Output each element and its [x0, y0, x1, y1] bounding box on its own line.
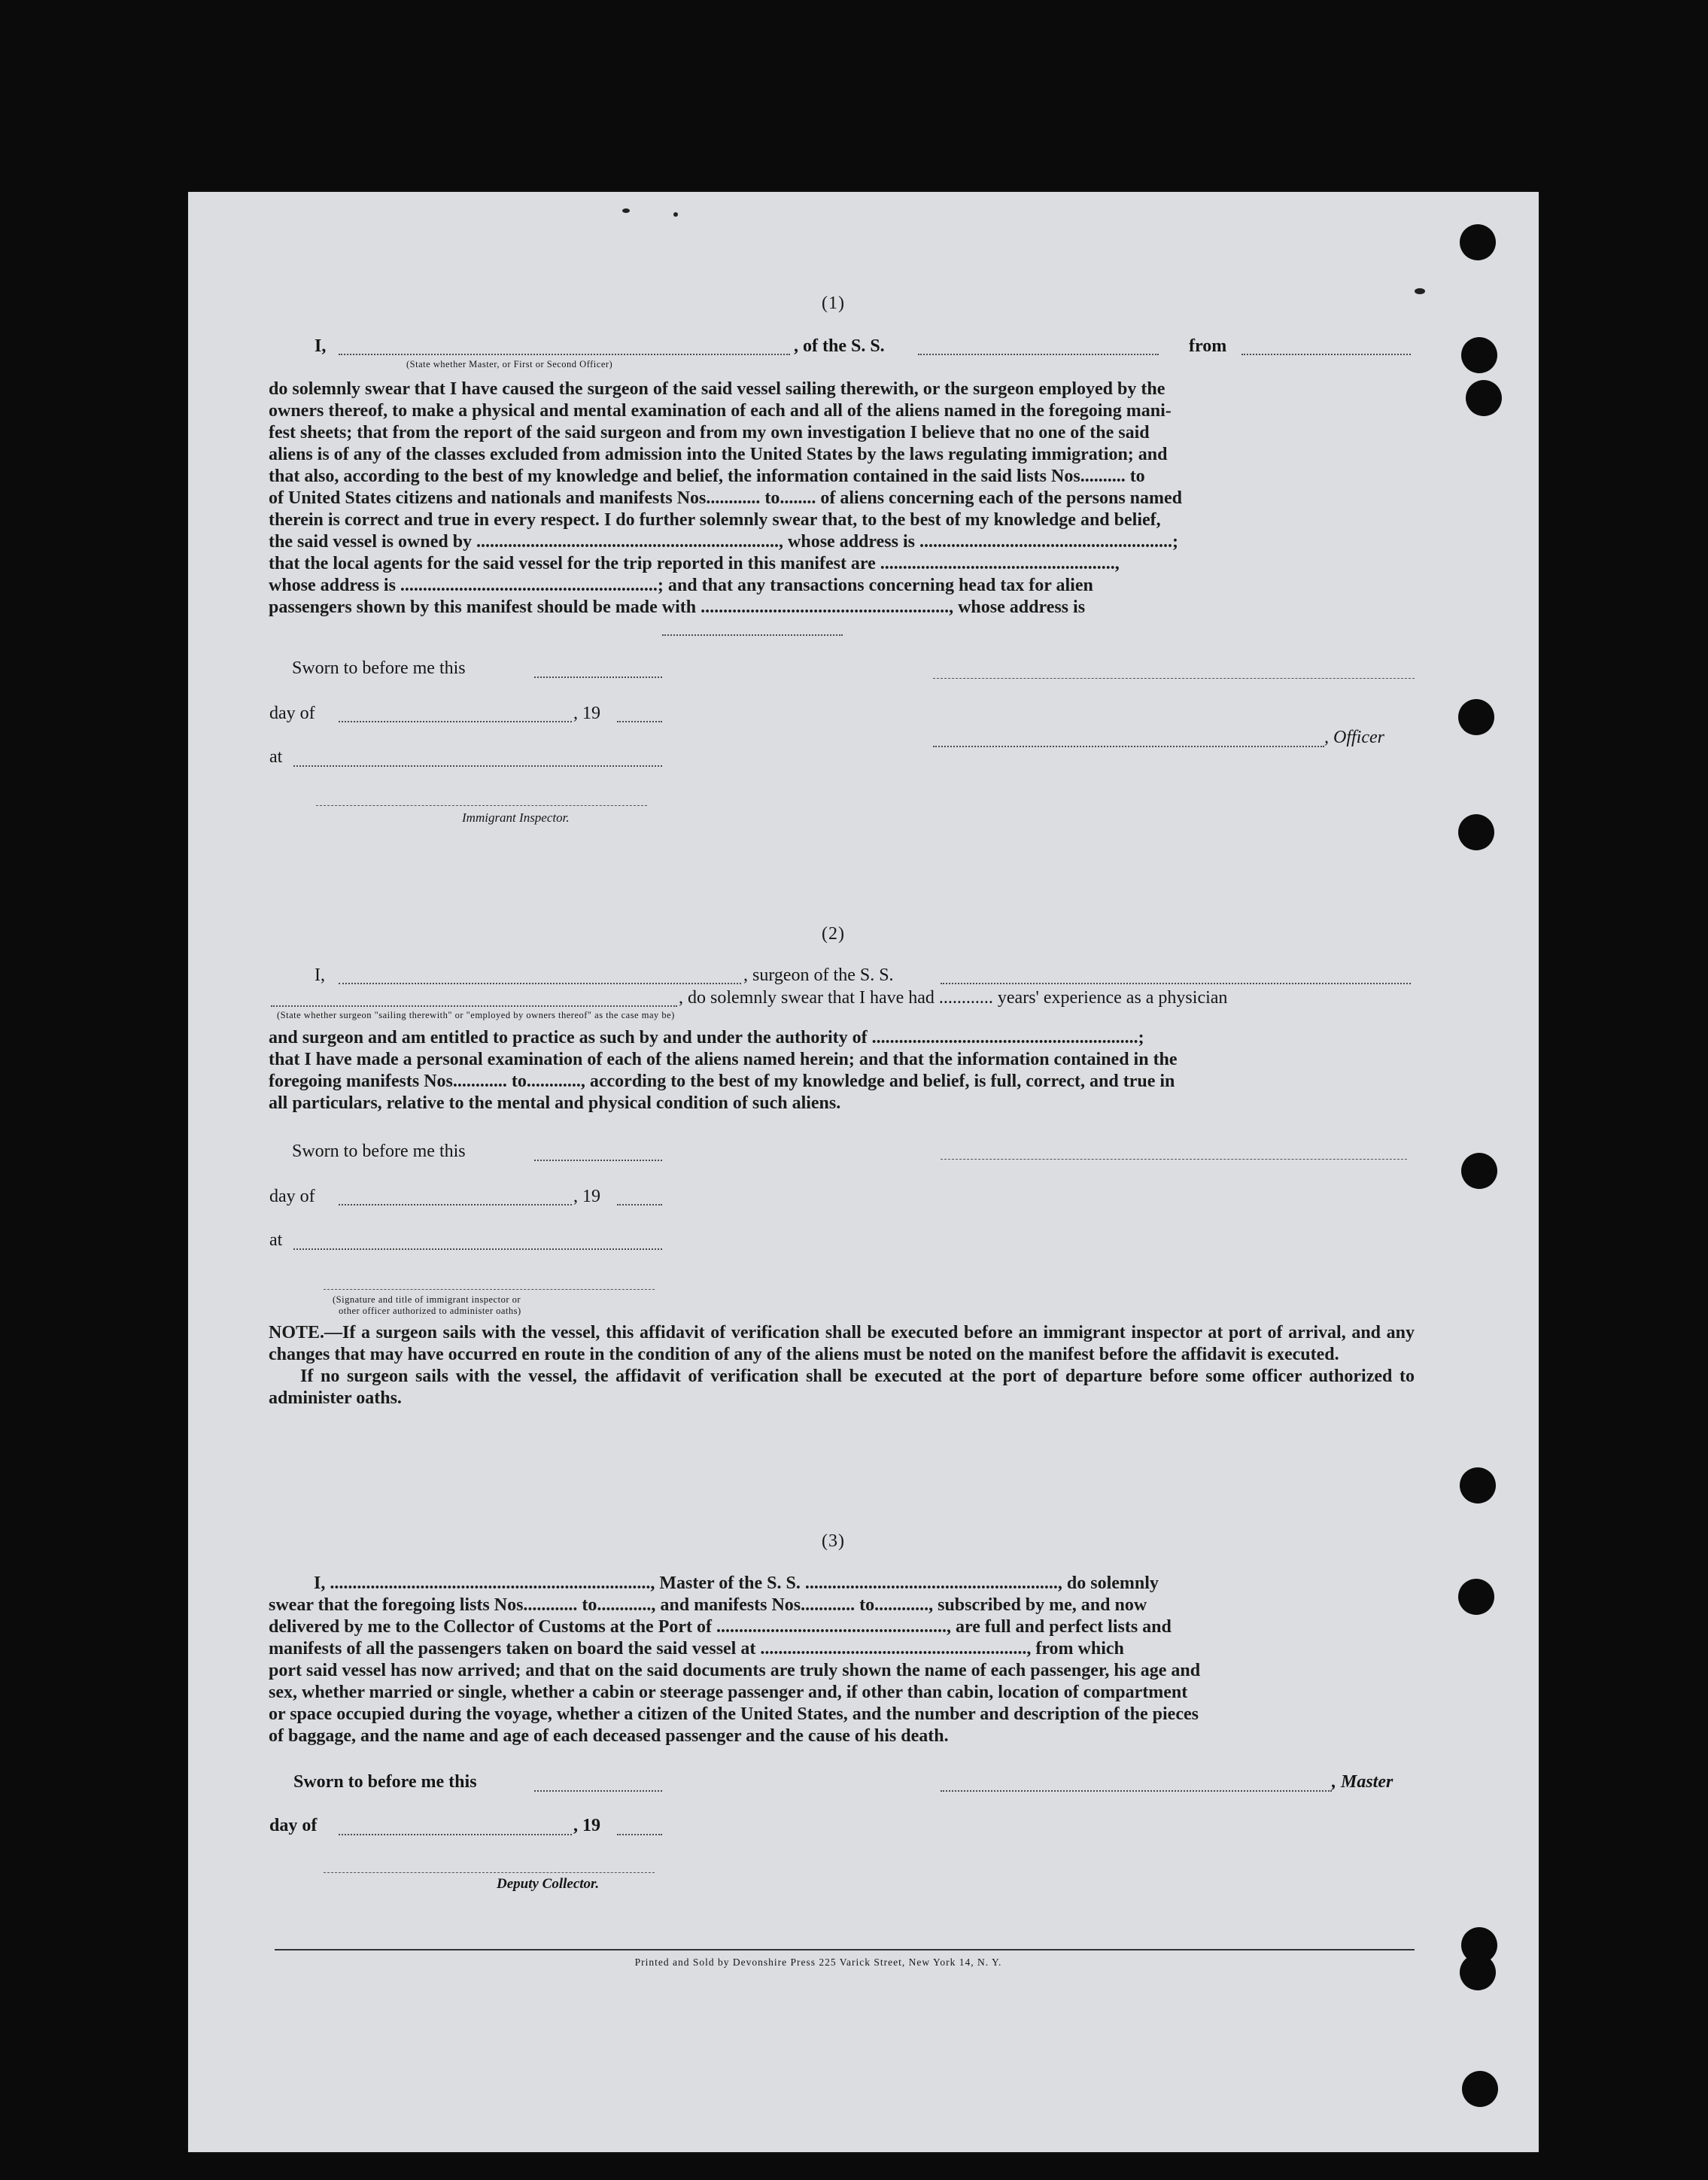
section-1-oath [269, 379, 1415, 619]
vessel-name-field[interactable] [918, 354, 1159, 355]
oath-line: swear that the foregoing lists Nos............ to............, and manifests Nos............ to............, subscribed by me, and now [269, 1595, 1147, 1615]
punch-hole [1458, 1579, 1494, 1615]
of-the-ss-label: , of the S. S. [794, 336, 885, 356]
agent-address-field[interactable] [662, 634, 843, 636]
surgeon-vessel-field[interactable] [941, 983, 1411, 984]
note-label: NOTE. [269, 1323, 325, 1342]
oath-line: of United States citizens and nationals and manifests Nos............ to........ of aliens concerning each of the persons named [269, 488, 1183, 508]
section-3-number: (3) [822, 1531, 845, 1551]
ink-speck [622, 208, 630, 213]
oath-line: do solemnly swear that I have caused the surgeon of the said vessel sailing therewith, or the surgeon employed by the [269, 379, 1166, 399]
sworn-date-field-2[interactable] [534, 1160, 662, 1161]
year-field-3[interactable] [617, 1834, 662, 1835]
officer-title-field[interactable] [933, 746, 1324, 747]
punch-hole [1462, 2071, 1498, 2107]
oath-line: delivered by me to the Collector of Customs at the Port of ..................................................., are full and perfect lists and [269, 1617, 1172, 1637]
sworn-label-2: Sworn to before me this [292, 1142, 466, 1161]
oath-line: whose address is .........................................................; and that any transactions concerning head tax for alien [269, 576, 1093, 595]
surgeon-signature-line[interactable] [941, 1159, 1407, 1160]
oath-line: foregoing manifests Nos............ to............, according to the best of my knowledge and belief, is full, correct, and true in [269, 1072, 1175, 1091]
surgeon-name-field[interactable] [339, 983, 741, 984]
note-text: —If a surgeon sails with the vessel, this affidavit of verification shall be executed before an immigrant inspector at port of arrival, and any changes that may have occurred en route in the condition of any of the aliens must be noted on the manifest before the affidavit is executed. [269, 1323, 1415, 1364]
sig-note-line-1: (Signature and title of immigrant inspector or [333, 1294, 521, 1305]
collector-signature-line[interactable] [324, 1872, 655, 1873]
master-label: , Master [1332, 1772, 1393, 1792]
at-label-2: at [269, 1230, 283, 1250]
oath-line: port said vessel has now arrived; and that on the said documents are truly shown the name of each passenger, his age and [269, 1661, 1201, 1680]
sworn-date-field-1[interactable] [534, 676, 662, 678]
year-field-2[interactable] [617, 1204, 662, 1206]
oath-line: the said vessel is owned by ..................................................................., whose address is ........................................................; [269, 532, 1178, 552]
day-of-label-3: day of [269, 1816, 318, 1835]
section-2-i: I, [315, 965, 325, 985]
inspector-signature-line[interactable] [316, 805, 647, 806]
sworn-date-field-3[interactable] [534, 1790, 662, 1792]
collector-label: Deputy Collector. [497, 1876, 600, 1892]
oath-line: I, ......................................................................., Master of the S. S. ........................................................, do solemnly [314, 1573, 1159, 1593]
oath-line: of baggage, and the name and age of each deceased passenger and the cause of his death. [269, 1726, 949, 1746]
punch-hole [1460, 1467, 1496, 1504]
officer-name-field[interactable] [339, 354, 790, 355]
oath-line: all particulars, relative to the mental and physical condition of such aliens. [269, 1093, 841, 1113]
oath-line: manifests of all the passengers taken on board the said vessel at ..........................................................., from which [269, 1639, 1124, 1659]
from-label: from [1189, 336, 1227, 356]
oath-line: aliens is of any of the classes excluded from admission into the United States by the laws regulating immigration; and [269, 445, 1168, 464]
printer-footer: Printed and Sold by Devonshire Press 225 Varick Street, New York 14, N. Y. [634, 1957, 1002, 1968]
surgeon-status-field[interactable] [271, 1005, 677, 1007]
oath-line: therein is correct and true in every respect. I do further solemnly swear that, to the best of my knowledge and belief, [269, 510, 1161, 530]
oath-line: or space occupied during the voyage, whether a citizen of the United States, and the number and description of the pieces [269, 1704, 1199, 1724]
section-3-oath [269, 1573, 1415, 1747]
day-of-label-1: day of [269, 704, 315, 723]
authorized-officer-signature-line[interactable] [324, 1289, 655, 1290]
oath-line: fest sheets; that from the report of the said surgeon and from my own investigation I believe that no one of the said [269, 423, 1150, 442]
oath-line: and surgeon and am entitled to practice as such by and under the authority of ...........................................................; [269, 1028, 1144, 1047]
oath-line: that I have made a personal examination of each of the aliens named herein; and that the information contained in the [269, 1050, 1178, 1069]
sig-note-line-2: other officer authorized to administer oaths) [339, 1306, 521, 1316]
day-field-1[interactable] [339, 721, 572, 722]
punch-hole [1461, 1153, 1497, 1189]
oath-line: that the local agents for the said vessel for the trip reported in this manifest are ...................................................., [269, 554, 1120, 573]
officer-label: , Officer [1324, 728, 1384, 747]
year-label-1: , 19 [573, 704, 600, 723]
section-1-number: (1) [822, 293, 845, 313]
oath-line: sex, whether married or single, whether a cabin or steerage passenger and, if other than cabin, location of compartment [269, 1683, 1188, 1702]
at-label-1: at [269, 747, 283, 767]
footer-rule [275, 1949, 1415, 1950]
state-note-2: (State whether surgeon "sailing therewith" or "employed by owners thereof" as the case may be) [277, 1010, 675, 1020]
sworn-label-3: Sworn to before me this [293, 1772, 477, 1792]
oath-line: passengers shown by this manifest should be made with ......................................................., whose address is [269, 597, 1086, 617]
section-2-number: (2) [822, 924, 845, 944]
at-field-1[interactable] [293, 765, 662, 767]
year-label-3: , 19 [573, 1816, 600, 1835]
sworn-label-1: Sworn to before me this [292, 658, 466, 678]
day-field-2[interactable] [339, 1204, 572, 1206]
day-field-3[interactable] [339, 1834, 572, 1835]
year-field-1[interactable] [617, 721, 662, 722]
manifest-page [188, 192, 1539, 2152]
punch-hole [1460, 224, 1496, 260]
day-of-label-2: day of [269, 1187, 315, 1206]
punch-hole [1466, 380, 1502, 416]
punch-hole [1458, 814, 1494, 850]
officer-signature-line[interactable] [933, 678, 1415, 679]
surgeon-line-2: , do solemnly swear that I have had ............ years' experience as a physician [679, 988, 1228, 1008]
inspector-label: Immigrant Inspector. [462, 810, 570, 825]
oath-line: that also, according to the best of my knowledge and belief, the information contained in the said lists Nos.......... to [269, 467, 1145, 486]
state-note-1: (State whether Master, or First or Second Officer) [406, 359, 613, 369]
year-label-2: , 19 [573, 1187, 600, 1206]
section-2-oath [269, 1027, 1415, 1114]
ink-speck [673, 212, 678, 217]
surgeon-of-ss-label: , surgeon of the S. S. [743, 965, 894, 985]
oath-line: owners thereof, to make a physical and mental examination of each and all of the aliens named in the foregoing mani- [269, 401, 1172, 421]
punch-hole [1461, 337, 1497, 373]
section-1-i: I, [315, 336, 327, 356]
surgeon-note [269, 1322, 1415, 1409]
at-field-2[interactable] [293, 1248, 662, 1250]
note-text-2: If no surgeon sails with the vessel, the affidavit of verification shall be executed at the port of departure before some officer authorized to administer oaths. [269, 1367, 1415, 1408]
punch-hole [1458, 699, 1494, 735]
from-port-field[interactable] [1241, 354, 1411, 355]
master-signature-line[interactable] [941, 1790, 1332, 1792]
